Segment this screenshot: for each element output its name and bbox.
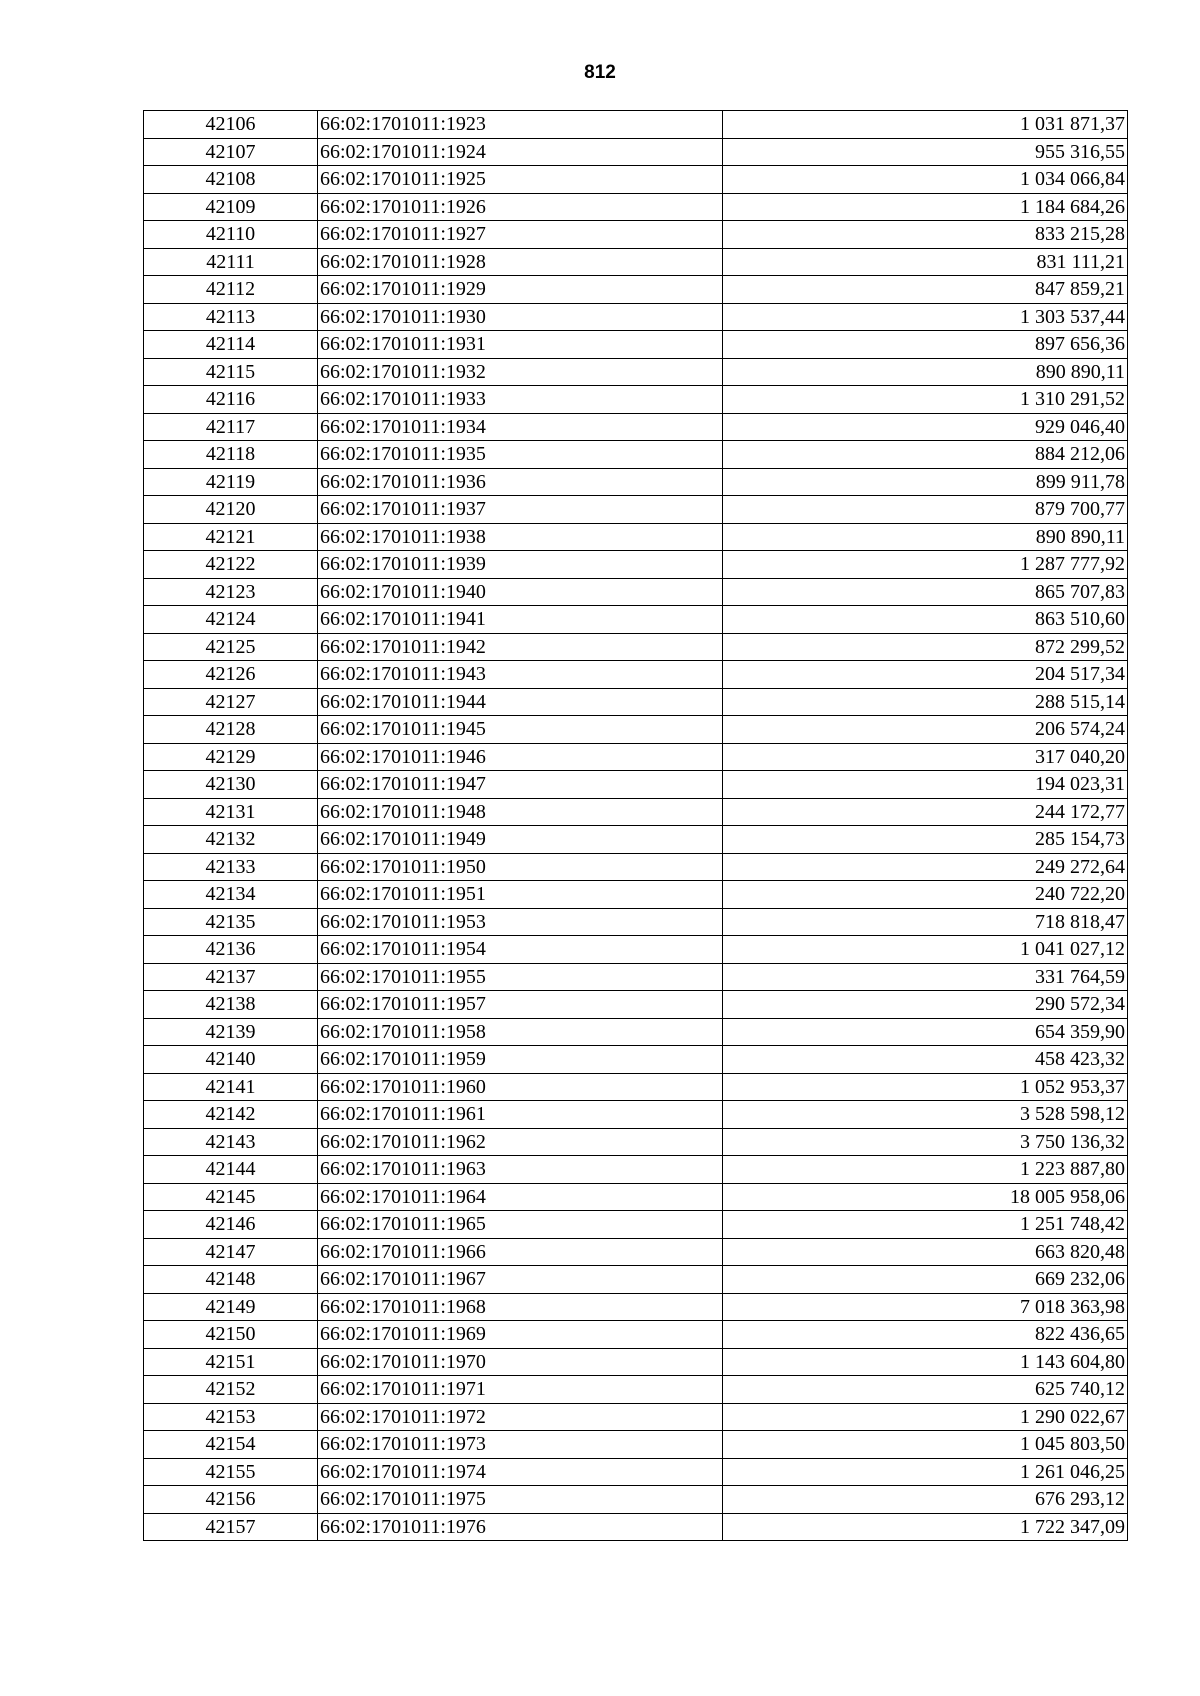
cadastral-number-cell: 66:02:1701011:1928 <box>318 248 723 276</box>
cadastral-number-cell: 66:02:1701011:1962 <box>318 1128 723 1156</box>
cadastral-number-cell: 66:02:1701011:1974 <box>318 1458 723 1486</box>
cadastral-value-cell: 863 510,60 <box>723 606 1128 634</box>
table-row <box>144 276 1128 304</box>
row-number-cell: 42113 <box>144 303 318 331</box>
cadastral-number-cell: 66:02:1701011:1929 <box>318 276 723 304</box>
cadastral-value-cell: 1 287 777,92 <box>723 551 1128 579</box>
cadastral-value-cell: 290 572,34 <box>723 991 1128 1019</box>
row-number-cell: 42126 <box>144 661 318 689</box>
cadastral-value-cell: 18 005 958,06 <box>723 1183 1128 1211</box>
cadastral-number-cell: 66:02:1701011:1935 <box>318 441 723 469</box>
row-number-cell: 42144 <box>144 1156 318 1184</box>
cadastral-number-cell: 66:02:1701011:1938 <box>318 523 723 551</box>
cadastral-number-cell: 66:02:1701011:1941 <box>318 606 723 634</box>
row-number-cell: 42138 <box>144 991 318 1019</box>
cadastral-value-cell: 458 423,32 <box>723 1046 1128 1074</box>
row-number-cell: 42107 <box>144 138 318 166</box>
cadastral-number-cell: 66:02:1701011:1975 <box>318 1486 723 1514</box>
table-row <box>144 496 1128 524</box>
table-row <box>144 1238 1128 1266</box>
cadastral-number-cell: 66:02:1701011:1933 <box>318 386 723 414</box>
cadastral-number-cell: 66:02:1701011:1970 <box>318 1348 723 1376</box>
table-row <box>144 1293 1128 1321</box>
cadastral-value-cell: 847 859,21 <box>723 276 1128 304</box>
cadastral-number-cell: 66:02:1701011:1937 <box>318 496 723 524</box>
row-number-cell: 42134 <box>144 881 318 909</box>
cadastral-value-cell: 204 517,34 <box>723 661 1128 689</box>
cadastral-value-cell: 669 232,06 <box>723 1266 1128 1294</box>
cadastral-value-cell: 1 041 027,12 <box>723 936 1128 964</box>
row-number-cell: 42148 <box>144 1266 318 1294</box>
table-row <box>144 413 1128 441</box>
cadastral-number-cell: 66:02:1701011:1968 <box>318 1293 723 1321</box>
table-row <box>144 578 1128 606</box>
row-number-cell: 42116 <box>144 386 318 414</box>
row-number-cell: 42151 <box>144 1348 318 1376</box>
row-number-cell: 42106 <box>144 111 318 139</box>
table-row <box>144 661 1128 689</box>
cadastral-number-cell: 66:02:1701011:1932 <box>318 358 723 386</box>
table-row <box>144 606 1128 634</box>
cadastral-value-cell: 872 299,52 <box>723 633 1128 661</box>
cadastral-number-cell: 66:02:1701011:1949 <box>318 826 723 854</box>
row-number-cell: 42152 <box>144 1376 318 1404</box>
cadastral-value-cell: 1 143 604,80 <box>723 1348 1128 1376</box>
cadastral-number-cell: 66:02:1701011:1976 <box>318 1513 723 1541</box>
table-row <box>144 1266 1128 1294</box>
table-row <box>144 1321 1128 1349</box>
table-row <box>144 303 1128 331</box>
cadastral-number-cell: 66:02:1701011:1954 <box>318 936 723 964</box>
cadastral-number-cell: 66:02:1701011:1936 <box>318 468 723 496</box>
row-number-cell: 42122 <box>144 551 318 579</box>
cadastral-value-cell: 955 316,55 <box>723 138 1128 166</box>
cadastral-value-cell: 285 154,73 <box>723 826 1128 854</box>
row-number-cell: 42127 <box>144 688 318 716</box>
cadastral-value-cell: 317 040,20 <box>723 743 1128 771</box>
cadastral-number-cell: 66:02:1701011:1973 <box>318 1431 723 1459</box>
table-row <box>144 881 1128 909</box>
table-row <box>144 1348 1128 1376</box>
cadastral-value-cell: 1 310 291,52 <box>723 386 1128 414</box>
table-row <box>144 771 1128 799</box>
cadastral-number-cell: 66:02:1701011:1923 <box>318 111 723 139</box>
cadastral-value-cell: 899 911,78 <box>723 468 1128 496</box>
cadastral-value-cell: 625 740,12 <box>723 1376 1128 1404</box>
table-row <box>144 386 1128 414</box>
row-number-cell: 42136 <box>144 936 318 964</box>
row-number-cell: 42155 <box>144 1458 318 1486</box>
cadastral-number-cell: 66:02:1701011:1945 <box>318 716 723 744</box>
cadastral-number-cell: 66:02:1701011:1948 <box>318 798 723 826</box>
cadastral-number-cell: 66:02:1701011:1930 <box>318 303 723 331</box>
cadastral-number-cell: 66:02:1701011:1971 <box>318 1376 723 1404</box>
table-row <box>144 991 1128 1019</box>
row-number-cell: 42156 <box>144 1486 318 1514</box>
table-row <box>144 166 1128 194</box>
table-row <box>144 688 1128 716</box>
cadastral-number-cell: 66:02:1701011:1964 <box>318 1183 723 1211</box>
cadastral-value-cell: 822 436,65 <box>723 1321 1128 1349</box>
row-number-cell: 42124 <box>144 606 318 634</box>
cadastral-value-cell: 1 031 871,37 <box>723 111 1128 139</box>
cadastral-number-cell: 66:02:1701011:1947 <box>318 771 723 799</box>
cadastral-value-cell: 7 018 363,98 <box>723 1293 1128 1321</box>
row-number-cell: 42110 <box>144 221 318 249</box>
cadastral-number-cell: 66:02:1701011:1934 <box>318 413 723 441</box>
table-row <box>144 1431 1128 1459</box>
cadastral-value-cell: 331 764,59 <box>723 963 1128 991</box>
cadastral-number-cell: 66:02:1701011:1926 <box>318 193 723 221</box>
row-number-cell: 42131 <box>144 798 318 826</box>
cadastral-value-cell: 1 223 887,80 <box>723 1156 1128 1184</box>
table-row <box>144 221 1128 249</box>
cadastral-value-cell: 3 750 136,32 <box>723 1128 1128 1156</box>
cadastral-value-cell: 1 184 684,26 <box>723 193 1128 221</box>
row-number-cell: 42120 <box>144 496 318 524</box>
cadastral-number-cell: 66:02:1701011:1960 <box>318 1073 723 1101</box>
cadastral-number-cell: 66:02:1701011:1940 <box>318 578 723 606</box>
cadastral-value-cell: 288 515,14 <box>723 688 1128 716</box>
cadastral-value-cell: 1 034 066,84 <box>723 166 1128 194</box>
row-number-cell: 42132 <box>144 826 318 854</box>
table-row <box>144 1183 1128 1211</box>
row-number-cell: 42130 <box>144 771 318 799</box>
row-number-cell: 42108 <box>144 166 318 194</box>
table-row <box>144 1486 1128 1514</box>
cadastral-number-cell: 66:02:1701011:1931 <box>318 331 723 359</box>
table-row <box>144 523 1128 551</box>
table-row <box>144 441 1128 469</box>
table-row <box>144 716 1128 744</box>
cadastral-value-cell: 1 251 748,42 <box>723 1211 1128 1239</box>
cadastral-number-cell: 66:02:1701011:1943 <box>318 661 723 689</box>
table-row <box>144 798 1128 826</box>
cadastral-value-cell: 884 212,06 <box>723 441 1128 469</box>
row-number-cell: 42141 <box>144 1073 318 1101</box>
cadastral-number-cell: 66:02:1701011:1950 <box>318 853 723 881</box>
row-number-cell: 42129 <box>144 743 318 771</box>
cadastral-value-cell: 206 574,24 <box>723 716 1128 744</box>
table-row <box>144 331 1128 359</box>
table-row <box>144 1101 1128 1129</box>
cadastral-value-cell: 1 290 022,67 <box>723 1403 1128 1431</box>
table-row <box>144 1211 1128 1239</box>
table-row <box>144 1156 1128 1184</box>
cadastral-value-cell: 240 722,20 <box>723 881 1128 909</box>
row-number-cell: 42154 <box>144 1431 318 1459</box>
cadastral-number-cell: 66:02:1701011:1961 <box>318 1101 723 1129</box>
table-row <box>144 551 1128 579</box>
row-number-cell: 42121 <box>144 523 318 551</box>
table-row <box>144 743 1128 771</box>
row-number-cell: 42139 <box>144 1018 318 1046</box>
cadastral-value-cell: 865 707,83 <box>723 578 1128 606</box>
cadastral-value-cell: 897 656,36 <box>723 331 1128 359</box>
cadastral-value-cell: 244 172,77 <box>723 798 1128 826</box>
row-number-cell: 42140 <box>144 1046 318 1074</box>
cadastral-value-cell: 676 293,12 <box>723 1486 1128 1514</box>
table-row <box>144 193 1128 221</box>
cadastral-value-cell: 1 261 046,25 <box>723 1458 1128 1486</box>
cadastral-value-cell: 1 052 953,37 <box>723 1073 1128 1101</box>
cadastral-value-cell: 879 700,77 <box>723 496 1128 524</box>
row-number-cell: 42143 <box>144 1128 318 1156</box>
row-number-cell: 42117 <box>144 413 318 441</box>
table-row <box>144 1073 1128 1101</box>
table-row <box>144 248 1128 276</box>
cadastral-value-cell: 1 045 803,50 <box>723 1431 1128 1459</box>
cadastral-value-cell: 1 303 537,44 <box>723 303 1128 331</box>
cadastral-number-cell: 66:02:1701011:1942 <box>318 633 723 661</box>
cadastral-value-cell: 833 215,28 <box>723 221 1128 249</box>
page-number: 812 <box>584 62 616 83</box>
row-number-cell: 42142 <box>144 1101 318 1129</box>
row-number-cell: 42135 <box>144 908 318 936</box>
cadastral-value-cell: 1 722 347,09 <box>723 1513 1128 1541</box>
cadastral-value-cell: 654 359,90 <box>723 1018 1128 1046</box>
table-row <box>144 138 1128 166</box>
table-row <box>144 111 1128 139</box>
cadastral-value-cell: 929 046,40 <box>723 413 1128 441</box>
row-number-cell: 42112 <box>144 276 318 304</box>
cadastral-number-cell: 66:02:1701011:1958 <box>318 1018 723 1046</box>
row-number-cell: 42119 <box>144 468 318 496</box>
cadastral-number-cell: 66:02:1701011:1959 <box>318 1046 723 1074</box>
cadastral-value-cell: 249 272,64 <box>723 853 1128 881</box>
cadastral-value-table <box>143 110 1128 1541</box>
cadastral-number-cell: 66:02:1701011:1972 <box>318 1403 723 1431</box>
row-number-cell: 42118 <box>144 441 318 469</box>
cadastral-number-cell: 66:02:1701011:1953 <box>318 908 723 936</box>
table-row <box>144 1018 1128 1046</box>
table-row <box>144 936 1128 964</box>
row-number-cell: 42157 <box>144 1513 318 1541</box>
table-row <box>144 633 1128 661</box>
cadastral-value-cell: 3 528 598,12 <box>723 1101 1128 1129</box>
cadastral-value-cell: 718 818,47 <box>723 908 1128 936</box>
row-number-cell: 42153 <box>144 1403 318 1431</box>
cadastral-number-cell: 66:02:1701011:1951 <box>318 881 723 909</box>
row-number-cell: 42150 <box>144 1321 318 1349</box>
cadastral-value-cell: 890 890,11 <box>723 358 1128 386</box>
table-row <box>144 358 1128 386</box>
row-number-cell: 42115 <box>144 358 318 386</box>
cadastral-number-cell: 66:02:1701011:1944 <box>318 688 723 716</box>
table-row <box>144 1513 1128 1541</box>
table-row <box>144 468 1128 496</box>
cadastral-number-cell: 66:02:1701011:1946 <box>318 743 723 771</box>
table-row <box>144 826 1128 854</box>
row-number-cell: 42111 <box>144 248 318 276</box>
row-number-cell: 42109 <box>144 193 318 221</box>
cadastral-number-cell: 66:02:1701011:1957 <box>318 991 723 1019</box>
cadastral-number-cell: 66:02:1701011:1969 <box>318 1321 723 1349</box>
row-number-cell: 42123 <box>144 578 318 606</box>
row-number-cell: 42133 <box>144 853 318 881</box>
cadastral-number-cell: 66:02:1701011:1924 <box>318 138 723 166</box>
cadastral-number-cell: 66:02:1701011:1925 <box>318 166 723 194</box>
table-row <box>144 963 1128 991</box>
row-number-cell: 42137 <box>144 963 318 991</box>
table-row <box>144 1458 1128 1486</box>
cadastral-value-cell: 890 890,11 <box>723 523 1128 551</box>
table-body <box>144 111 1128 1541</box>
row-number-cell: 42114 <box>144 331 318 359</box>
cadastral-number-cell: 66:02:1701011:1939 <box>318 551 723 579</box>
row-number-cell: 42145 <box>144 1183 318 1211</box>
table-row <box>144 1376 1128 1404</box>
cadastral-value-cell: 194 023,31 <box>723 771 1128 799</box>
cadastral-value-cell: 831 111,21 <box>723 248 1128 276</box>
table-row <box>144 1128 1128 1156</box>
table-row <box>144 853 1128 881</box>
cadastral-value-cell: 663 820,48 <box>723 1238 1128 1266</box>
row-number-cell: 42128 <box>144 716 318 744</box>
table-row <box>144 908 1128 936</box>
cadastral-number-cell: 66:02:1701011:1965 <box>318 1211 723 1239</box>
row-number-cell: 42125 <box>144 633 318 661</box>
cadastral-number-cell: 66:02:1701011:1963 <box>318 1156 723 1184</box>
table-row <box>144 1046 1128 1074</box>
table-row <box>144 1403 1128 1431</box>
cadastral-number-cell: 66:02:1701011:1955 <box>318 963 723 991</box>
row-number-cell: 42146 <box>144 1211 318 1239</box>
cadastral-number-cell: 66:02:1701011:1927 <box>318 221 723 249</box>
cadastral-number-cell: 66:02:1701011:1967 <box>318 1266 723 1294</box>
row-number-cell: 42147 <box>144 1238 318 1266</box>
cadastral-number-cell: 66:02:1701011:1966 <box>318 1238 723 1266</box>
row-number-cell: 42149 <box>144 1293 318 1321</box>
